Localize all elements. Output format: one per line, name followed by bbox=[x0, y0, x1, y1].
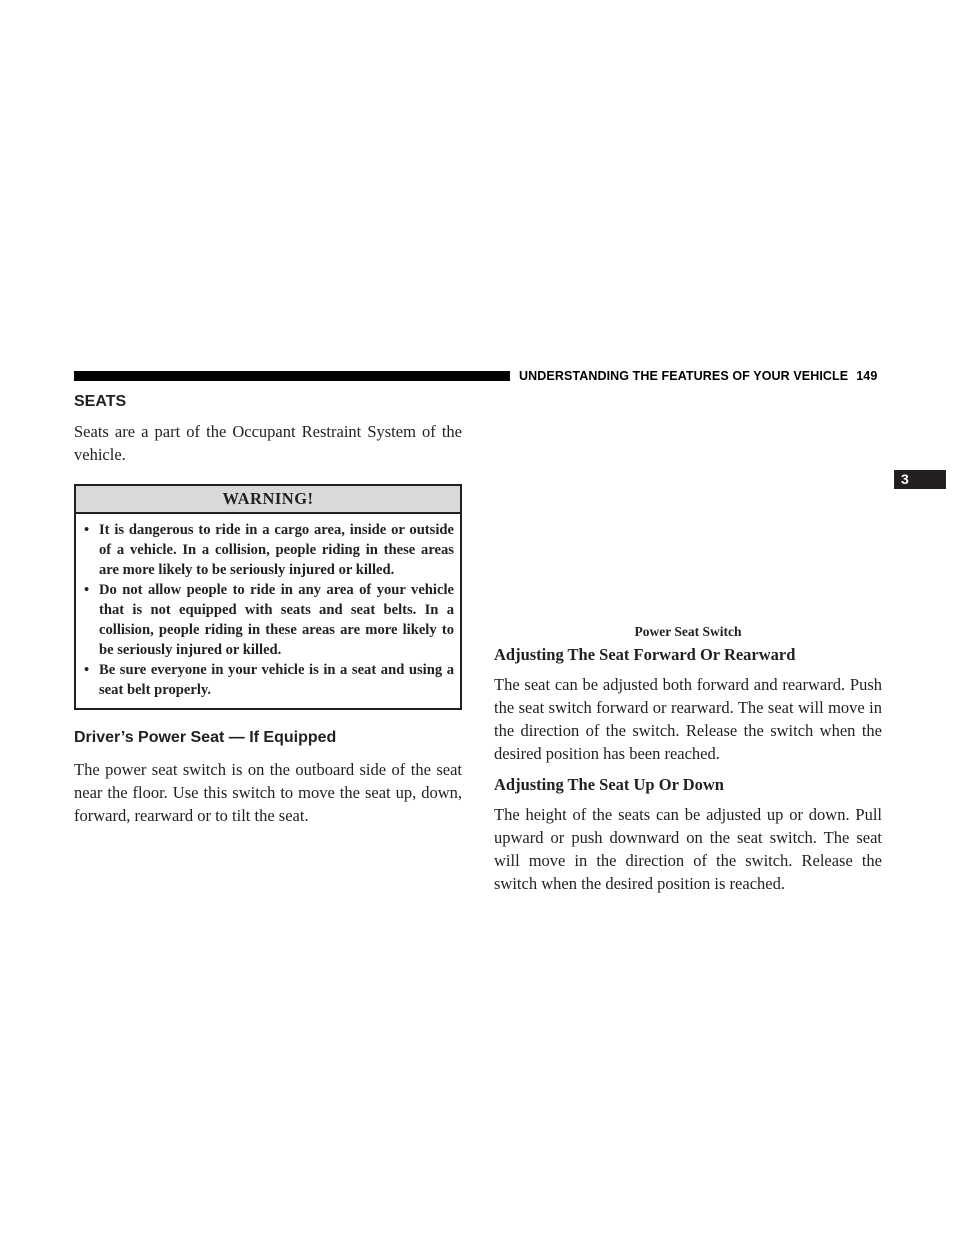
bullet-icon: • bbox=[84, 582, 90, 598]
right-column bbox=[494, 644, 882, 895]
warning-list bbox=[76, 514, 460, 708]
page-number: 149 bbox=[856, 369, 878, 383]
bullet-icon: • bbox=[84, 522, 90, 538]
forward-rearward-text: The seat can be adjusted both forward and rearward. Push the seat switch forward or rearward. The seat will move in the direction of the switch. Release the switch when the desired position has been reached. bbox=[494, 675, 882, 763]
up-down-text: The height of the seats can be adjusted up or down. Pull upward or push downward on the seat switch. The seat will move in the direction of the switch. Release the switch when the desired position is reached. bbox=[494, 805, 882, 893]
running-header bbox=[519, 367, 883, 385]
section-title-seats: SEATS bbox=[74, 393, 127, 410]
left-column bbox=[74, 392, 462, 827]
warning-item-text: Do not allow people to ride in any area of your vehicle that is not equipped with seats and seat belts. In a collision, people riding in these areas are more likely to be seriously injured or killed. bbox=[99, 582, 454, 658]
chapter-tab: 3 bbox=[894, 470, 946, 489]
seats-intro: Seats are a part of the Occupant Restraint System of the vehicle. bbox=[74, 422, 462, 464]
bullet-icon: • bbox=[84, 662, 90, 678]
power-seat-text: The power seat switch is on the outboard side of the seat near the floor. Use this switch to move the seat up, down, forward, rearward or to tilt the seat. bbox=[74, 760, 462, 825]
heading-forward-rearward: Adjusting The Seat Forward Or Rearward bbox=[494, 645, 796, 664]
warning-item-text: It is dangerous to ride in a cargo area, inside or outside of a vehicle. In a collision, people riding in these areas are more likely to be seriously injured or killed. bbox=[99, 522, 454, 578]
warning-title: WARNING! bbox=[76, 486, 460, 514]
warning-item-text: Be sure everyone in your vehicle is in a seat and using a seat belt properly. bbox=[99, 662, 454, 698]
header-rule bbox=[74, 371, 510, 381]
warning-item bbox=[84, 580, 454, 660]
warning-item bbox=[84, 520, 454, 580]
warning-item bbox=[84, 660, 454, 700]
subsection-title-power-seat: Driver’s Power Seat — If Equipped bbox=[74, 729, 337, 746]
figure-caption: Power Seat Switch bbox=[634, 624, 742, 639]
warning-box bbox=[74, 484, 462, 710]
heading-up-down: Adjusting The Seat Up Or Down bbox=[494, 775, 724, 794]
running-title: UNDERSTANDING THE FEATURES OF YOUR VEHICLE bbox=[519, 369, 849, 383]
